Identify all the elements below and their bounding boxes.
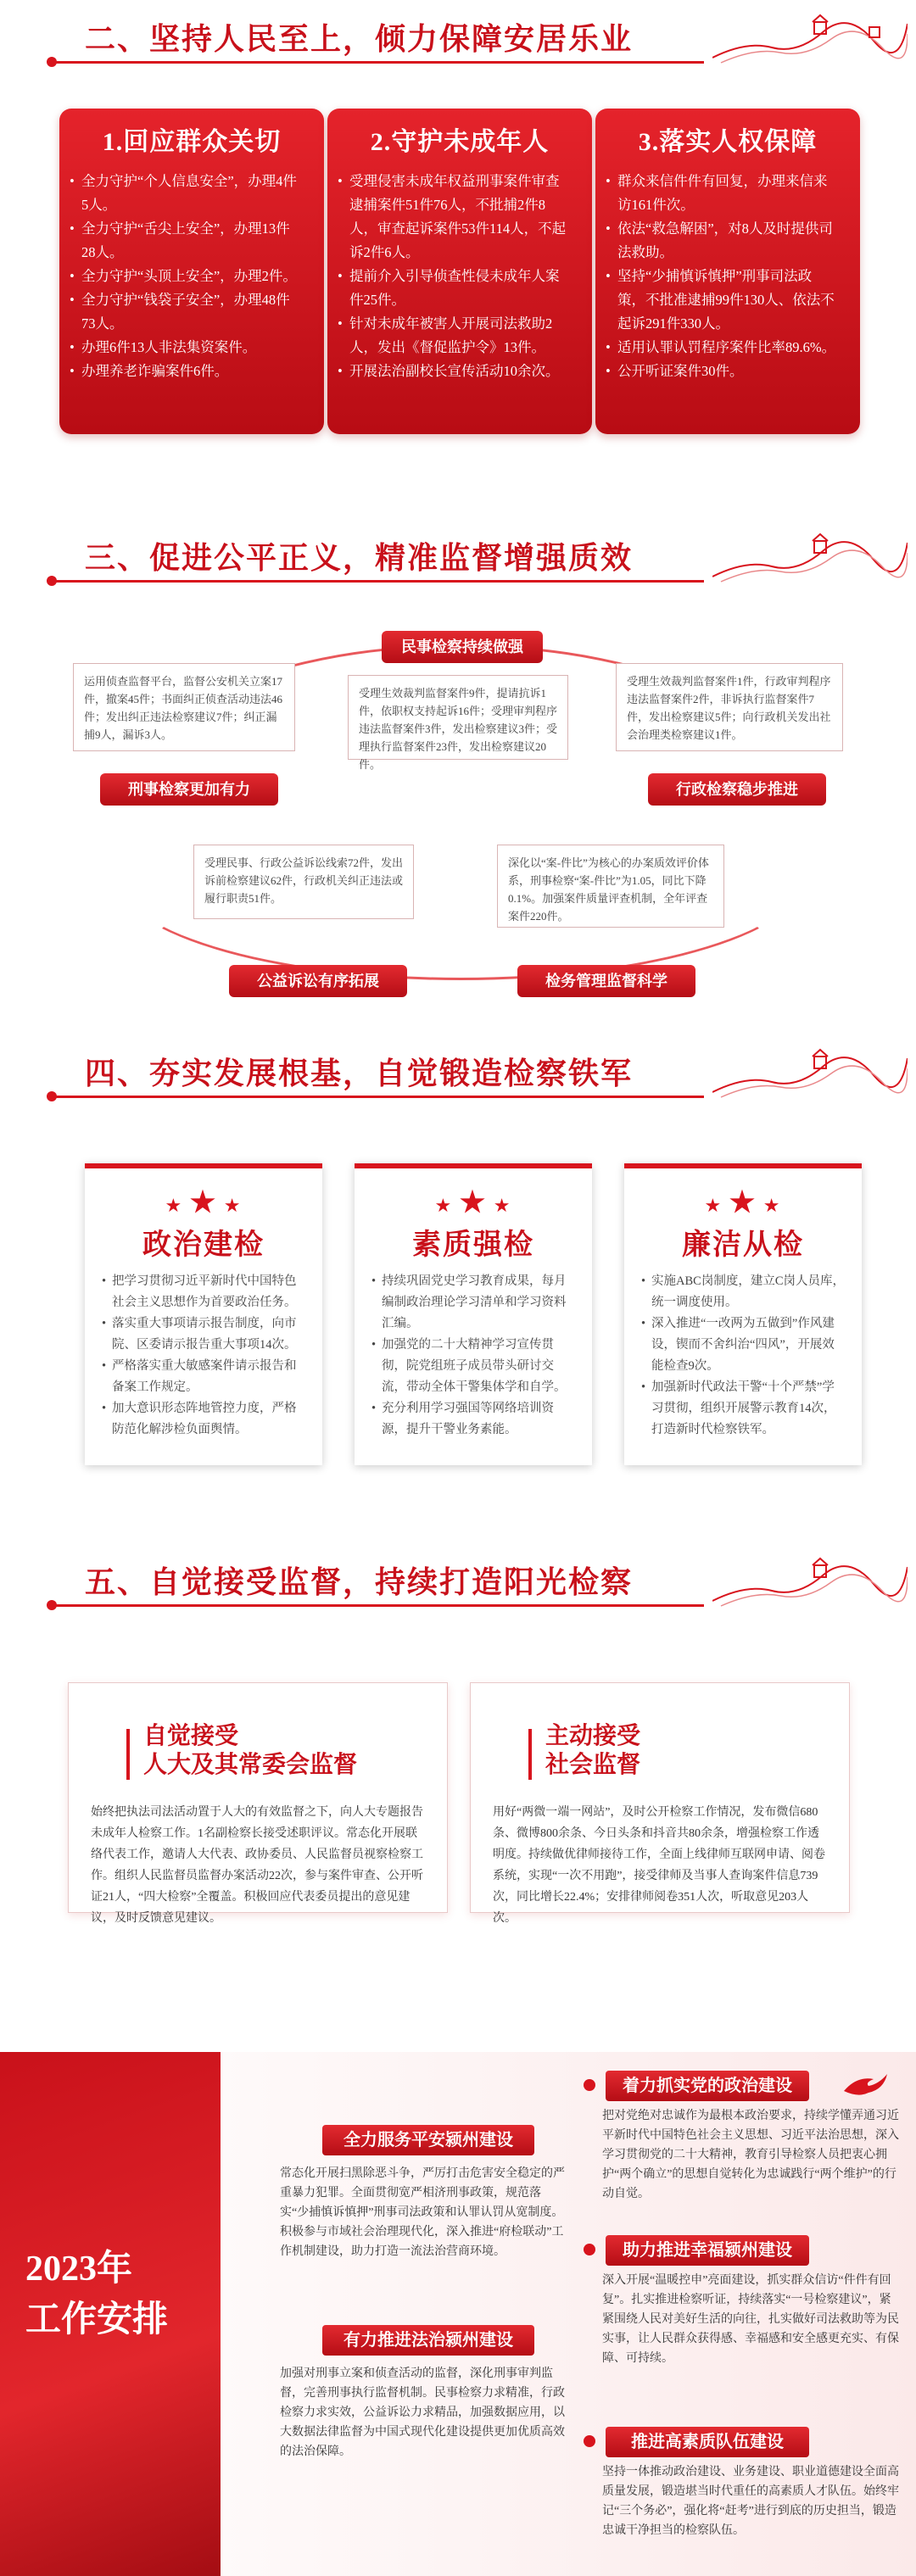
plan-text-safety: 常态化开展扫黑除恶斗争，严厉打击危害安全稳定的严重暴力犯罪。全面贯彻宽严相济刑事政策，规范落实“少捕慎诉慎押”刑事司法政策和认罪认罚从宽制度。积极参与市域社会治理现代化，深入推进“府检联动”工作机制建设，助力打造一流法治营商环境。 — [280, 2167, 565, 2258]
plan-tag-happiness: 助力推进幸福颍州建设 — [606, 2235, 809, 2266]
list-item: • 群众来信件件有回复，办理来信来访161件次。 — [617, 170, 840, 217]
section-2-header — [0, 0, 916, 76]
label-civil-procuratorial: 民事检察持续做强 — [382, 631, 543, 663]
section-3-title: 三、促进公平正义，精准监督增强质效 — [85, 541, 634, 575]
divider — [51, 61, 704, 64]
list-item: • 全力守护“钱袋子安全”，办理48件73人。 — [81, 288, 304, 336]
list-item: • 严格落实重大敏感案件请示报告和备案工作规定。 — [112, 1356, 307, 1398]
list-item: • 公开听证案件30件。 — [617, 360, 840, 383]
section-3-header — [0, 519, 916, 595]
list-item: • 落实重大事项请示报告制度，向市院、区委请示报告重大事项14次。 — [112, 1313, 307, 1356]
list-item: • 全力守护“个人信息安全”，办理4件5人。 — [81, 170, 304, 217]
timeline-dot — [584, 2244, 595, 2255]
box-case-management: 深化以“案-件比”为核心的办案质效评价体系，刑事检察“案-件比”为1.05，同比下降0.1%。加强案件质量评查机制，全年评查案件220件。 — [497, 845, 724, 928]
section-5-title: 五、自觉接受监督，持续打造阳光检察 — [85, 1565, 634, 1599]
card-title — [143, 1722, 357, 1780]
divider — [51, 1096, 704, 1098]
box-civil: 受理生效裁判监督案件9件，提请抗诉1件，依职权支持起诉16件；受理审判程序违法监督案件3件，发出检察建议3件；受理执行监督案件23件，发出检察建议20件。 — [348, 675, 568, 760]
label-criminal: 刑事检察更加有力 — [100, 773, 278, 806]
card-text: 始终把执法司法活动置于人大的有效监督之下，向人大专题报告未成年人检察工作。1名副检察长接受述职评议。常态化开展联络代表工作，邀请人大代表、政协委员、人民监督员视察检察工作。组织人民监督员监督办案活动22次，参与案件审查、公开听证21人，“四大检察”全覆盖。积极回应代表委员提出的意见建议，及时反馈意见建议。 — [91, 1806, 423, 1925]
timeline-dot — [584, 2079, 595, 2091]
card-integrity — [624, 1163, 862, 1465]
list-item: • 实施ABC岗制度，建立C岗人员库，统一调度使用。 — [651, 1271, 846, 1313]
plan-text-political: 把对党绝对忠诚作为最根本政治要求，持续学懂弄通习近平新时代中国特色社会主义思想、习近平法治思想，深入学习贯彻党的二十大精神，教育引导检察人员把衷心拥护“两个确立”的思想自觉转化为忠诚践行“两个维护”的行动自觉。 — [602, 2110, 899, 2200]
list-item: • 充分利用学习强国等网络培训资源，提升干警业务素能。 — [382, 1398, 577, 1441]
list-item: • 持续巩固党史学习教育成果，每月编制政治理论学习清单和学习资料汇编。 — [382, 1271, 577, 1335]
list-item: • 把学习贯彻习近平新时代中国特色社会主义思想作为首要政治任务。 — [112, 1271, 307, 1313]
plan-subtitle: 工作安排 — [25, 2300, 169, 2339]
list-item: • 适用认罪认罚程序案件比率89.6%。 — [617, 336, 840, 360]
card-social-supervision — [470, 1682, 850, 1925]
card-quality — [355, 1163, 592, 1465]
section-4-header — [0, 1034, 916, 1111]
card-title: 1.回应群众关切 — [102, 128, 282, 156]
label-administrative: 行政检察稳步推进 — [648, 773, 826, 806]
list-item: • 办理6件13人非法集资案件。 — [81, 336, 304, 360]
stars-icon: ★ ★ ★ — [704, 1187, 782, 1218]
card-title — [545, 1722, 640, 1780]
list-item: • 加强党的二十大精神学习宣传贯彻，院党组班子成员带头研讨交流，带动全体干警集体学和自学。 — [382, 1335, 577, 1398]
box-administrative: 受理生效裁判监督案件1件，行政审判程序违法监督案件2件，非诉执行监督案件7件，发出检察建议5件；向行政机关发出社会治理类检察建议1件。 — [616, 663, 843, 751]
great-wall-icon — [712, 7, 908, 75]
plan-text-happiness: 深入开展“温暖控申”亮面建设，抓实群众信访“件件有回复”。扎实推进检察听证，持续落实“一号检察建议”，紧紧围绕人民对美好生活的向往，扎实做好司法救助等为民实事，让人民群众获得感、幸福感和安全感更充实、有保障、可持续。 — [602, 2274, 899, 2365]
card-title: 廉洁从检 — [682, 1229, 804, 1261]
timeline-dot — [584, 2435, 595, 2447]
card-respond-public — [59, 109, 324, 434]
plan-text-team: 坚持一体推动政治建设、业务建设、职业道德建设全面高质量发展，锻造堪当时代重任的高素质人才队伍。始终牢记“三个务必”，强化将“赶考”进行到底的历史担当，锻造忠诚干净担当的检察队伍。 — [602, 2466, 899, 2537]
list-item: • 全力守护“头顶上安全”，办理2件。 — [81, 265, 304, 288]
stars-icon: ★ ★ ★ — [434, 1187, 512, 1218]
plan-year: 2023年 — [25, 2250, 133, 2289]
section-4-title: 四、夯实发展根基，自觉锻造检察铁军 — [85, 1057, 634, 1090]
plan-section — [0, 2052, 916, 2576]
plan-year-title — [25, 2247, 168, 2342]
divider-dot — [47, 1091, 57, 1101]
great-wall-icon — [712, 526, 908, 594]
label-case-management: 检务管理监督科学 — [517, 965, 695, 997]
list-item: • 全力守护“舌尖上安全”，办理13件28人。 — [81, 217, 304, 265]
dove-icon — [840, 2067, 891, 2101]
card-title: 政治建检 — [142, 1229, 265, 1261]
list-item: • 加大意识形态阵地管控力度，严格防范化解涉检负面舆情。 — [112, 1398, 307, 1441]
list-item: • 开展法治副校长宣传活动10余次。 — [349, 360, 572, 383]
label-public-interest: 公益诉讼有序拓展 — [229, 965, 407, 997]
divider-dot — [47, 576, 57, 586]
list-item: • 受理侵害未成年权益刑事案件审查逮捕案件51件76人，不批捕2件8人，审查起诉案件53件114人，不起诉2件6人。 — [349, 170, 572, 265]
card-title: 2.守护未成年人 — [370, 128, 550, 156]
list-item: • 深入推进“一改两为五做到”作风建设，锲而不舍纠治“四风”，开展效能检查9次。 — [651, 1313, 846, 1377]
plan-tag-safety: 全力服务平安颍州建设 — [322, 2125, 534, 2155]
divider-dot — [47, 57, 57, 67]
list-item: • 办理养老诈骗案件6件。 — [81, 360, 304, 383]
card-npc-supervision — [68, 1682, 448, 1925]
card-title: 3.落实人权保障 — [638, 128, 818, 156]
list-item: • 加强新时代政法干警“十个严禁”学习贯彻，组织开展警示教育14次，打造新时代检察铁军。 — [651, 1377, 846, 1441]
card-title: 素质强检 — [412, 1229, 534, 1261]
divider-dot — [47, 1600, 57, 1610]
card-human-rights — [595, 109, 860, 434]
accent-bar — [126, 1729, 130, 1780]
list-item: • 坚持“少捕慎诉慎押”刑事司法政策，不批准逮捕99件130人、依法不起诉291件330人。 — [617, 265, 840, 336]
accent-bar — [528, 1729, 532, 1780]
plan-tag-team: 推进高素质队伍建设 — [606, 2427, 809, 2457]
list-item: • 依法“救急解困”，对8人及时提供司法救助。 — [617, 217, 840, 265]
plan-tag-political: 着力抓实党的政治建设 — [606, 2071, 809, 2101]
plan-text-rule-of-law: 加强对刑事立案和侦查活动的监督，深化刑事审判监督，完善刑事执行监督机制。民事检察力求精准，行政检察力求实效，公益诉讼力求精品，加强数据应用，以大数据法律监督为中国式现代化建设提供更加优质高效的法治保障。 — [280, 2367, 565, 2458]
section-5-header — [0, 1543, 916, 1620]
section-2-title: 二、坚持人民至上，倾力保障安居乐业 — [85, 22, 634, 56]
divider — [51, 580, 704, 583]
divider — [51, 1604, 704, 1607]
card-title-line-1: 主动接受 — [545, 1723, 641, 1749]
great-wall-icon — [712, 1041, 908, 1109]
list-item: • 针对未成年被害人开展司法救助2人，发出《督促监护令》13件。 — [349, 312, 572, 360]
card-political — [85, 1163, 322, 1465]
card-title-line-2: 社会监督 — [545, 1752, 641, 1778]
list-item: • 提前介入引导侦查性侵未成年人案件25件。 — [349, 265, 572, 312]
card-title-line-2: 人大及其常委会监督 — [143, 1752, 358, 1778]
box-public-interest: 受理民事、行政公益诉讼线索72件，发出诉前检察建议62件，行政机关纠正违法或履行职责51件。 — [193, 845, 414, 919]
card-title-line-1: 自觉接受 — [143, 1723, 239, 1749]
stars-icon: ★ ★ ★ — [165, 1187, 243, 1218]
red-panel — [0, 2052, 221, 2576]
card-text: 用好“两微一端一网站”，及时公开检察工作情况，发布微信680条、微博800余条、今日头条和抖音共80余条，增强检察工作透明度。持续做优律师接待工作，全面上线律师互联网申请、阅卷系统，实现“一次不用跑”，接受律师及当事人查询案件信息739次，同比增长22.4%；安排律师阅卷351人次，听取意见203人次。 — [493, 1806, 825, 1925]
plan-tag-rule-of-law: 有力推进法治颍州建设 — [322, 2325, 534, 2356]
great-wall-icon — [712, 1550, 908, 1618]
box-criminal: 运用侦查监督平台，监督公安机关立案17件，撤案45件；书面纠正侦查活动违法46件；发出纠正违法检察建议7件；纠正漏捕9人，漏诉3人。 — [73, 663, 295, 751]
card-protect-minors — [327, 109, 592, 434]
